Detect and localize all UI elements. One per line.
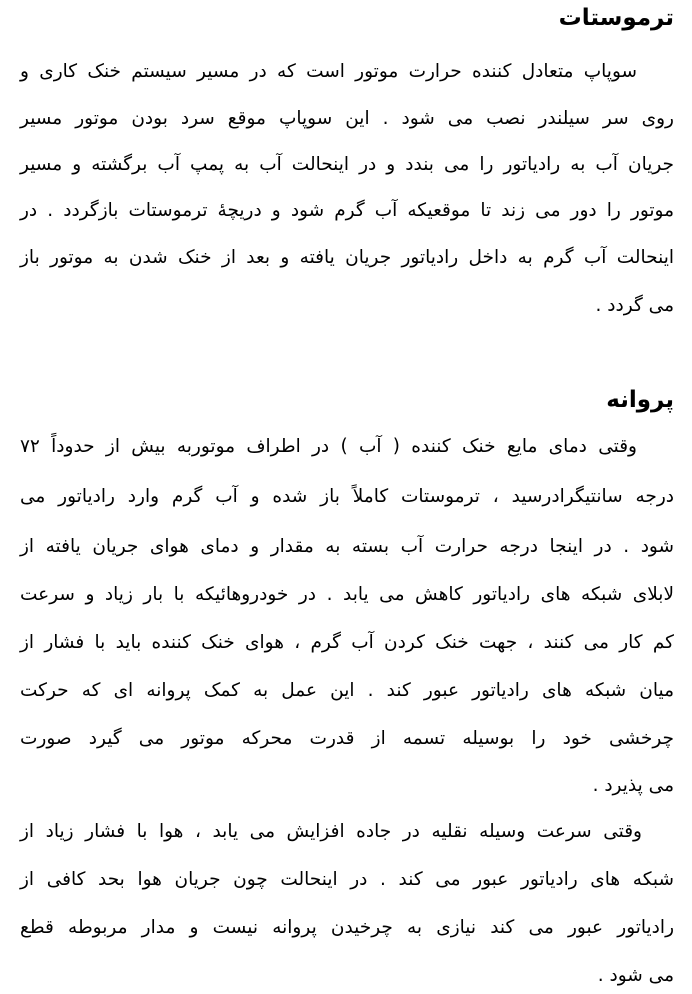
paragraph-line: کم کار می کنند ، جهت خنک کردن آب گرم ، هوای خنک کننده باید با فشار از xyxy=(20,632,674,653)
paragraph-line: می پذیرد . xyxy=(592,775,674,796)
paragraph-line: جریان آب به رادیاتور را می بندد و در اینحالت آب به پمپ آب برگشته و مسیر xyxy=(20,154,674,175)
paragraph-line: موتور را دور می زند تا موقعیکه آب گرم شود و دریچهٔ ترموستات بازگردد . در xyxy=(20,200,674,221)
paragraph-line: سوپاپ متعادل کننده حرارت موتور است که در مسیر سیستم خنک کاری و xyxy=(20,61,637,82)
paragraph-line: وقتی سرعت وسیله نقلیه در جاده افزایش می یابد ، هوا با فشار زیاد از xyxy=(20,821,642,842)
paragraph-line: میان شبکه های رادیاتور عبور کند . این عمل به کمک پروانه ای که حرکت xyxy=(20,680,674,701)
section-heading-thermostat: ترموستات xyxy=(558,5,674,31)
paragraph-line: اینحالت آب گرم به داخل رادیاتور جریان یافته و بعد از خنک شدن به موتور باز xyxy=(20,247,674,268)
paragraph-line: روی سر سیلندر نصب می شود . این سوپاپ موقع سرد بودن موتور مسیر xyxy=(20,108,674,129)
paragraph-line: چرخشی خود را بوسیله تسمه از قدرت محرکه موتور می گیرد صورت xyxy=(20,728,674,749)
paragraph-line: می شود . xyxy=(597,965,674,986)
paragraph-line: شود . در اینجا درجه حرارت آب بسته به مقدار و دمای هوای جریان یافته از xyxy=(20,536,674,557)
paragraph-line: می گردد . xyxy=(595,295,674,316)
paragraph-line: شبکه های رادیاتور عبور می کند . در اینحالت چون جریان هوا بحد کافی از xyxy=(20,869,674,890)
paragraph-line: لابلای شبکه های رادیاتور کاهش می یابد . در خودروهائیکه با بار زیاد و سرعت xyxy=(20,584,674,605)
paragraph-line: وقتی دمای مایع خنک کننده ( آب ) در اطراف موتوربه بیش از حدوداً ۷۲ xyxy=(20,436,637,457)
section-heading-fan: پروانه xyxy=(606,387,674,413)
paragraph-line: درجه سانتیگرادرسید ، ترموستات کاملاً باز شده و آب گرم وارد رادیاتور می xyxy=(20,486,674,507)
paragraph-line: رادیاتور عبور می کند نیازی به چرخیدن پروانه نیست و مدار مربوطه قطع xyxy=(20,917,674,938)
